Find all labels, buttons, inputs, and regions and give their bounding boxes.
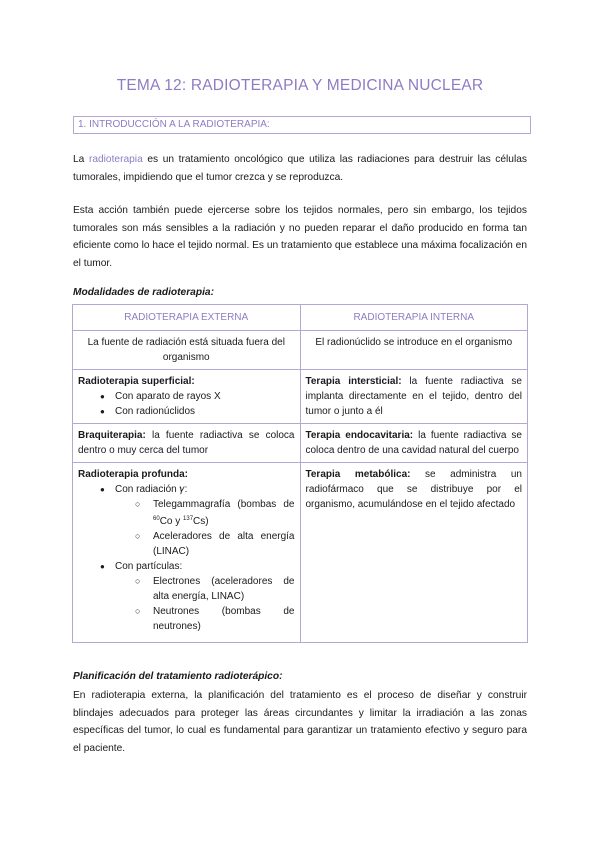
list-item: ○ Electrones (aceleradores de alta energía, LINAC) (135, 574, 295, 604)
header-external: RADIOTERAPIA EXTERNA (73, 305, 301, 331)
metab-title: Terapia metabólica: (305, 469, 411, 480)
header-internal: RADIOTERAPIA INTERNA (300, 305, 528, 331)
endocav-title: Terapia endocavitaria: (305, 430, 414, 441)
tele-text: Telegammagrafía (bombas de (153, 499, 295, 510)
cs-text: Cs) (193, 516, 209, 527)
planning-paragraph: En radioterapia externa, la planificación del tratamiento es el proceso de diseñar y construir blindajes adecuados para proteger las áreas circundantes y limitar la irradiación a las zonas específicas del tumor, lo cual es fundamental para garantizar un tratamiento efectivo y seguro para el paciente. (73, 690, 527, 754)
cell-intersticial (300, 370, 528, 424)
list-item: ● Con aparato de rayos X (100, 389, 295, 404)
intro-p1-pre: La (73, 154, 89, 165)
external-description: La fuente de radiación está situada fuera del organismo (73, 331, 301, 370)
intro-paragraph-1 (73, 151, 527, 186)
braqui-text: la fuente radiactiva se coloca dentro o muy cerca del tumor (78, 430, 295, 456)
braqui-title: Braquiterapia: (78, 430, 146, 441)
particles-sublist (115, 574, 295, 634)
metab-text: se administra un radiofármaco que se distribuye por el organismo, acumulándose en el tejido afectado (305, 469, 522, 510)
section-heading-intro: 1. INTRODUCCIÓN A LA RADIOTERAPIA: (73, 116, 531, 134)
table-header-row (73, 305, 528, 331)
intro-paragraph-2: Esta acción también puede ejercerse sobre los tejidos normales, pero sin embargo, los tejidos tumorales son más sensibles a la radiación y no pueden reparar el daño producido en forma tan eficiente como lo hace el tejido normal. Es un tratamiento que establece una máxima focalización en el tumor. (73, 205, 527, 269)
profunda-title: Radioterapia profunda: (78, 469, 189, 480)
endocav-text: la fuente radiactiva se coloca dentro de una cavidad natural del cuerpo (305, 430, 522, 456)
list-item (100, 482, 295, 559)
cell-braquiterapia (73, 424, 301, 463)
cell-profunda (73, 463, 301, 643)
intro-p1-post: es un tratamiento oncológico que utiliza las radiaciones para destruir las células tumorales, impidiendo que el tumor crezca y se reproduzca. (73, 154, 527, 183)
profunda-list (78, 482, 295, 634)
list-item: ○ Aceleradores de alta energía (LINAC) (135, 529, 295, 559)
table-row (73, 424, 528, 463)
list-item (135, 497, 295, 529)
list-item (100, 559, 295, 634)
intersticial-text: la fuente radiactiva se implanta directamente en el tejido, dentro del tumor o junto a él (305, 376, 522, 417)
superficial-title: Radioterapia superficial: (78, 376, 195, 387)
co-text: Co y (159, 516, 184, 527)
cell-metabolica (300, 463, 528, 643)
gamma-label: Con radiación 𝛾: (115, 484, 188, 495)
list-item: ○ Neutrones (bombas de neutrones) (135, 604, 295, 634)
superscript-137: 137 (183, 516, 194, 522)
list-item: ● Con radionúclidos (100, 404, 295, 419)
particles-label: Con partículas: (115, 561, 183, 572)
internal-description: El radionúclido se introduce en el organismo (300, 331, 528, 370)
table-row (73, 370, 528, 424)
table-row (73, 463, 528, 643)
page-title: TEMA 12: RADIOTERAPIA Y MEDICINA NUCLEAR (116, 77, 484, 94)
cell-endocavitaria (300, 424, 528, 463)
modalities-heading: Modalidades de radioterapia: (73, 287, 214, 298)
table-row (73, 331, 528, 370)
cell-superficial (73, 370, 301, 424)
superficial-list (78, 389, 295, 419)
intersticial-title: Terapia intersticial: (305, 376, 402, 387)
superscript-60: 60 (153, 516, 160, 522)
gamma-sublist (115, 497, 295, 559)
term-radioterapia: radioterapia (88, 154, 143, 165)
planning-heading: Planificación del tratamiento radioterápico: (73, 671, 283, 682)
modalities-table (72, 304, 528, 643)
